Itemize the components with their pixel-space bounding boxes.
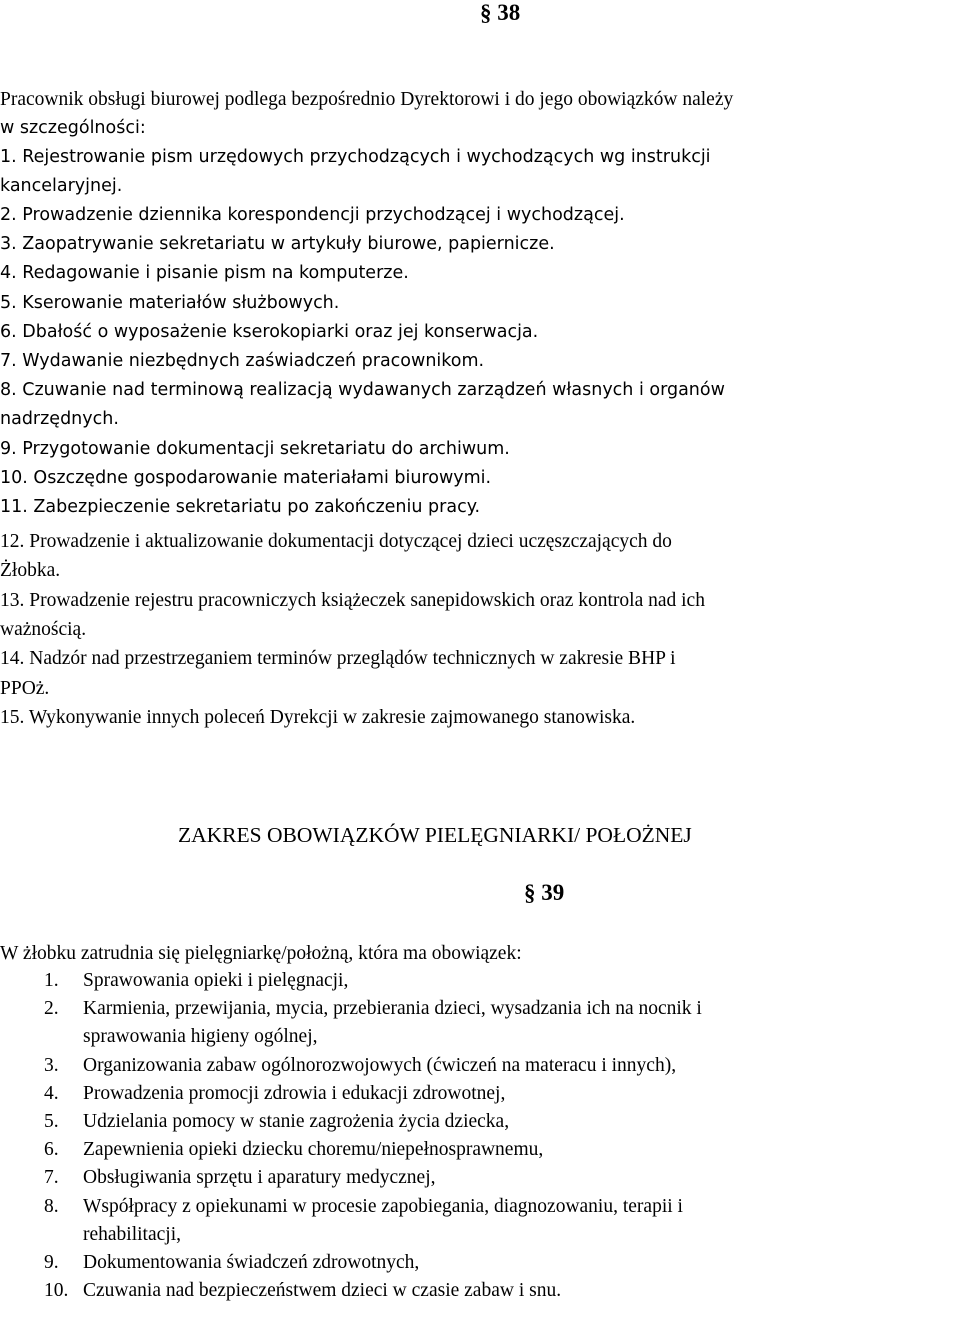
office-duty-line: [0, 289, 339, 318]
nurse-duty-number: 1.: [44, 970, 59, 991]
nurse-duty-number: 6.: [44, 1139, 59, 1161]
office-intro-line2: w szczególności:: [0, 118, 146, 138]
office-duty-line: [0, 201, 625, 230]
office-duty-text: Czuwanie nad terminową realizacją wydawanych zarządzeń własnych i organów: [22, 380, 725, 401]
office-duty-line: [0, 493, 480, 522]
office-duty-text: Kserowanie materiałów służbowych.: [22, 292, 340, 313]
office-duty-line: 14. Nadzór nad przestrzeganiem terminów przeglądów technicznych w zakresie BHP i: [0, 648, 676, 670]
office-duty-line: Żłobka.: [0, 560, 61, 582]
nurse-duty-number: 4.: [44, 1082, 59, 1104]
office-duty-number: 6.: [0, 321, 17, 342]
section-39-mark: § 39: [524, 880, 565, 905]
office-duty-line: [0, 347, 484, 376]
office-duty-number: 3.: [0, 234, 17, 255]
office-duty-line: [0, 318, 538, 347]
office-duty-text: Wydawanie niezbędnych zaświadczeń pracownikom.: [22, 351, 485, 371]
nurse-duty-number: 8.: [44, 1195, 59, 1217]
nurse-duty-text: Udzielania pomocy w stanie zagrożenia życia dziecka,: [83, 1111, 510, 1132]
office-duty-line: ważnością.: [0, 618, 87, 640]
office-duty-line: [0, 259, 409, 288]
office-duty-line: 13. Prowadzenie rejestru pracowniczych książeczek sanepidowskich oraz kontrola nad ich: [0, 589, 705, 611]
office-duty-line: 12. Prowadzenie i aktualizowanie dokumentacji dotyczącej dzieci uczęszczających do: [0, 531, 672, 552]
office-duty-text: Przygotowanie dokumentacji sekretariatu do archiwum.: [22, 438, 510, 459]
nurse-duty-text: Prowadzenia promocji zdrowia i edukacji zdrowotnej,: [83, 1082, 506, 1104]
nurse-duty-text: rehabilitacji,: [83, 1223, 181, 1245]
nurse-duty-text: Karmienia, przewijania, mycia, przebierania dzieci, wysadzania ich na nocnik i: [83, 998, 702, 1020]
nurse-duty-number: 5.: [44, 1111, 59, 1132]
nurse-section-heading: ZAKRES OBOWIĄZKÓW PIELĘGNIARKI/ POŁOŻNEJ: [178, 823, 692, 847]
office-duty-line: PPOż.: [0, 677, 50, 699]
nurse-duty-text: Zapewnienia opieki dziecku choremu/niepełnosprawnemu,: [83, 1139, 544, 1161]
office-duty-number: 9.: [0, 438, 17, 459]
office-duty-text: Dbałość o wyposażenie kserokopiarki oraz jej konserwacja.: [22, 321, 539, 342]
office-duty-line: [0, 376, 725, 405]
office-duty-number: 7.: [0, 351, 17, 371]
office-duty-number: 4.: [0, 263, 17, 284]
nurse-duty-text: Czuwania nad bezpieczeństwem dzieci w czasie zabaw i snu.: [83, 1280, 562, 1302]
nurse-duty-number: 3.: [44, 1054, 59, 1076]
nurse-duty-text: Obsługiwania sprzętu i aparatury medycznej,: [83, 1167, 436, 1189]
office-duty-number: 8.: [0, 380, 17, 401]
nurse-duty-text: Współpracy z opiekunami w procesie zapobiegania, diagnozowaniu, terapii i: [83, 1195, 683, 1217]
office-duty-line: 15. Wykonywanie innych poleceń Dyrekcji w zakresie zajmowanego stanowiska.: [0, 706, 636, 728]
office-duty-text: Redagowanie i pisanie pism na komputerze.: [22, 263, 409, 284]
office-duty-text: Zaopatrywanie sekretariatu w artykuły biurowe, papiernicze.: [22, 234, 555, 255]
office-duty-text: Zabezpieczenie sekretariatu po zakończeniu pracy.: [33, 497, 481, 517]
nurse-duty-number: 9.: [44, 1252, 59, 1273]
office-item-1-line2: kancelaryjnej.: [0, 176, 123, 196]
nurse-duty-number: 2.: [44, 998, 59, 1020]
office-duty-number: 5.: [0, 292, 17, 313]
office-duty-line: [0, 230, 555, 259]
office-item-1-line1: 1. Rejestrowanie pism urzędowych przychodzących i wychodzących wg instrukcji: [0, 147, 711, 167]
office-duty-line: nadrzędnych.: [0, 409, 119, 430]
office-duty-number: 2.: [0, 205, 17, 225]
office-duty-text: Oszczędne gospodarowanie materiałami biurowymi.: [33, 467, 492, 488]
office-duty-number: 11.: [0, 497, 28, 517]
office-duty-number: 10.: [0, 467, 28, 488]
office-duty-line: [0, 464, 491, 493]
nurse-intro: W żłobku zatrudnia się pielęgniarkę/położną, która ma obowiązek:: [0, 943, 522, 964]
nurse-duty-text: Sprawowania opieki i pielęgnacji,: [83, 970, 349, 991]
nurse-duty-text: sprawowania higieny ogólnej,: [83, 1026, 318, 1048]
nurse-duty-number: 7.: [44, 1167, 59, 1189]
office-intro-line1: Pracownik obsługi biurowej podlega bezpośrednio Dyrektorowi i do jego obowiązków należy: [0, 89, 734, 110]
office-duty-text: Prowadzenie dziennika korespondencji przychodzącej i wychodzącej.: [22, 205, 625, 225]
nurse-duty-text: Organizowania zabaw ogólnorozwojowych (ćwiczeń na materacu i innych),: [83, 1054, 677, 1076]
section-38-mark: § 38: [480, 0, 521, 25]
office-duty-line: [0, 435, 510, 464]
nurse-duty-text: Dokumentowania świadczeń zdrowotnych,: [83, 1252, 420, 1273]
nurse-duty-number: 10.: [44, 1280, 69, 1302]
